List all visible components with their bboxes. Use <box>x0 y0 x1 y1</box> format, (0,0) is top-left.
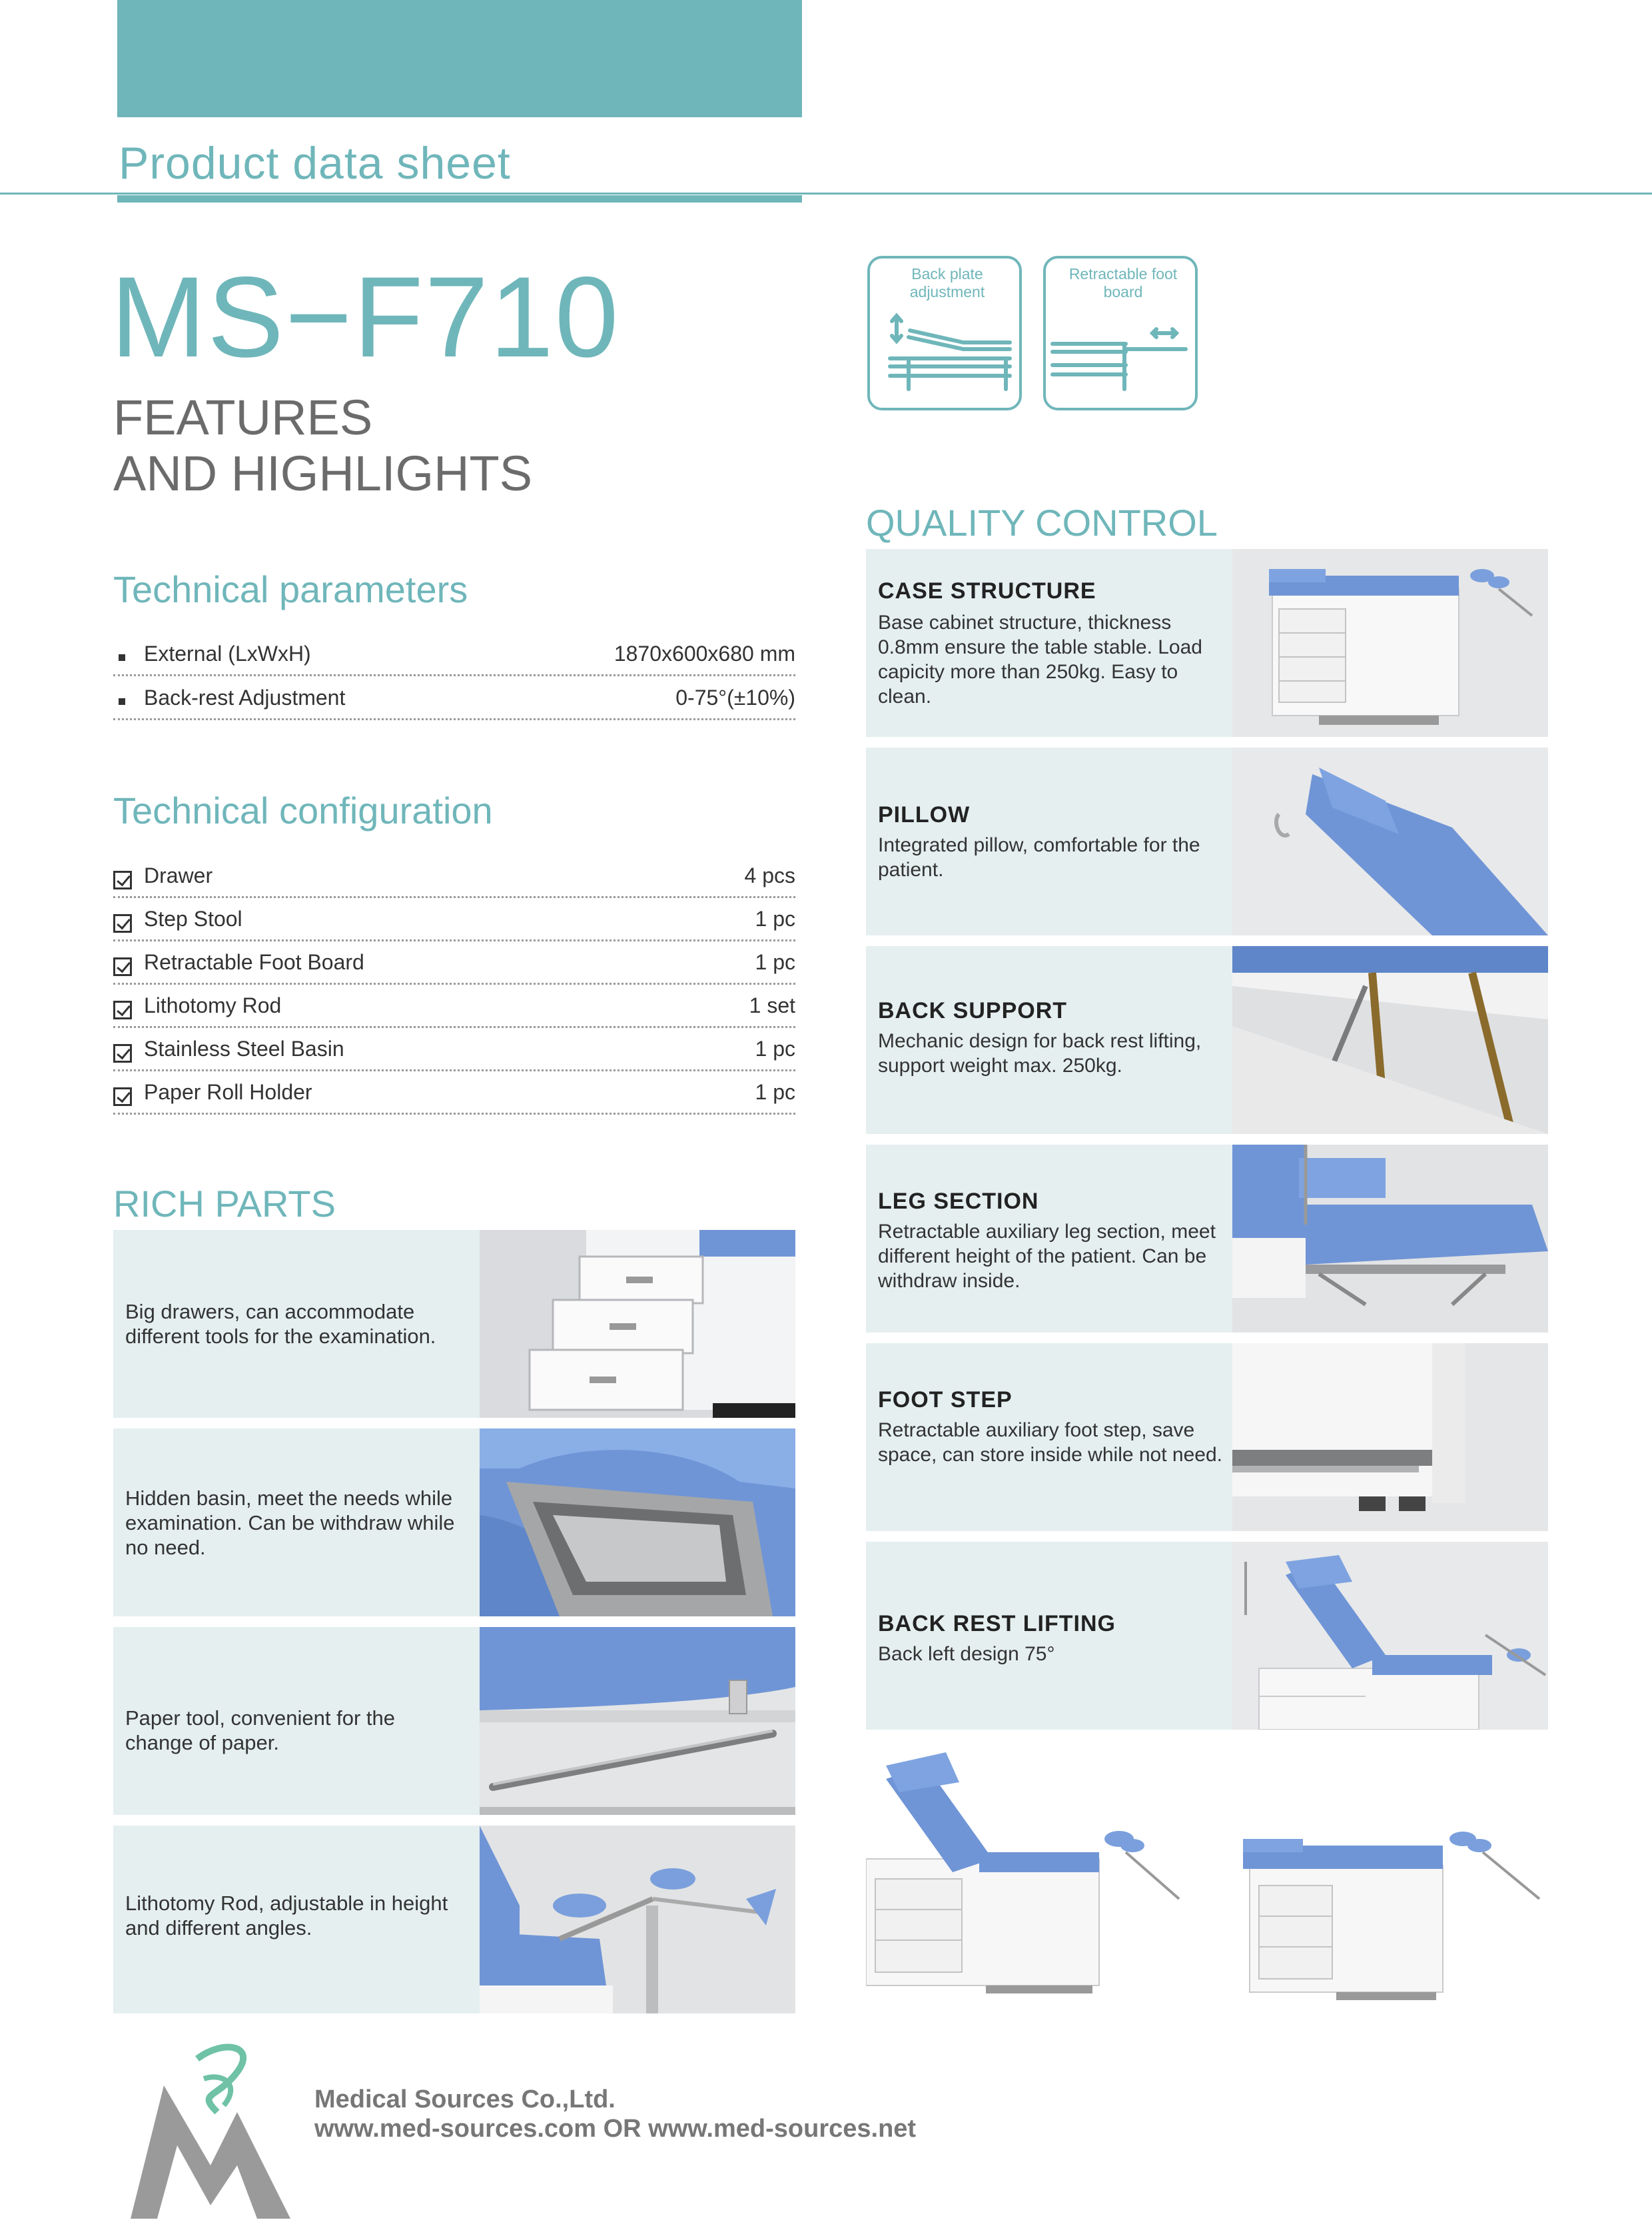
technical-parameters-title: Technical parameters <box>113 568 468 610</box>
checkbox-icon <box>113 914 132 933</box>
configuration-label: Lithotomy Rod <box>144 993 282 1017</box>
rich-part-card <box>113 1230 795 1418</box>
features-heading-line2: AND HIGHLIGHTS <box>113 446 533 501</box>
rich-part-card <box>113 1428 795 1616</box>
checkbox-icon <box>113 1044 132 1063</box>
configuration-row <box>113 855 795 898</box>
retractable-foot-board-icon <box>1043 256 1198 410</box>
rich-part-card <box>113 1627 795 1815</box>
foot-step-photo <box>1232 1343 1548 1531</box>
checkbox-icon <box>113 1087 132 1106</box>
rich-part-text: Hidden basin, meet the needs while examination. Can be withdraw while no need. <box>125 1486 455 1559</box>
configuration-row <box>113 898 795 941</box>
quality-item-title: BACK SUPPORT <box>878 998 1068 1023</box>
quality-control-card <box>866 1542 1548 1730</box>
quality-control-card <box>866 549 1548 737</box>
quality-item-text: Base cabinet structure, thickness 0.8mm ensure the table stable. Load capicity more than 250kg. Easy to clean. <box>878 612 1202 708</box>
company-name: Medical Sources Co.,Ltd. <box>314 2085 616 2113</box>
company-website: www.med-sources.com OR www.med-sources.net <box>314 2115 917 2143</box>
quality-item-text: Retractable auxiliary leg section, meet different height of the patient. Can be withdraw inside. <box>878 1221 1216 1292</box>
quality-item-text: Back left design 75° <box>878 1643 1055 1665</box>
parameter-value: 1870x600x680 mm <box>614 642 795 666</box>
configuration-row <box>113 985 795 1028</box>
configuration-label: Paper Roll Holder <box>144 1080 312 1104</box>
checkbox-icon <box>113 1001 132 1019</box>
product-photo-flat <box>1236 1812 1549 2012</box>
header-rule <box>0 193 1652 195</box>
case-structure-photo <box>1232 549 1548 737</box>
configuration-label: Step Stool <box>144 907 242 931</box>
pillow-photo <box>1232 748 1548 935</box>
quality-control-card <box>866 946 1548 1134</box>
configuration-value: 1 pc <box>755 1037 795 1061</box>
bullet-icon <box>119 698 125 705</box>
product-photo-back-raised <box>866 1752 1192 2012</box>
configuration-value: 1 set <box>749 993 795 1017</box>
configuration-row <box>113 941 795 985</box>
parameter-label: Back-rest Adjustment <box>144 686 346 710</box>
rich-part-text: Lithotomy Rod, adjustable in height and different angles. <box>125 1892 448 1940</box>
drawers-photo <box>480 1230 795 1418</box>
paper-holder-photo <box>480 1627 795 1815</box>
configuration-label: Retractable Foot Board <box>144 950 364 974</box>
bullet-icon <box>119 654 125 661</box>
parameter-label: External (LxWxH) <box>144 642 311 666</box>
quality-item-title: PILLOW <box>878 802 971 828</box>
rich-parts-title: RICH PARTS <box>113 1183 336 1225</box>
quality-item-text: Mechanic design for back rest lifting, support weight max. 250kg. <box>878 1030 1202 1077</box>
back-rest-lifting-photo <box>1232 1542 1548 1730</box>
features-heading-line1: FEATURES <box>113 390 373 445</box>
header-color-block <box>117 0 802 117</box>
configuration-value: 4 pcs <box>744 863 795 887</box>
back-plate-adjustment-icon <box>867 256 1022 410</box>
configuration-row <box>113 1071 795 1115</box>
header-accent-bar <box>117 195 802 203</box>
configuration-value: 1 pc <box>755 907 795 931</box>
configuration-value: 1 pc <box>755 1080 795 1104</box>
back-support-photo <box>1232 946 1548 1134</box>
configuration-value: 1 pc <box>755 950 795 974</box>
quality-item-text: Retractable auxiliary foot step, save space, can store inside while not need. <box>878 1419 1222 1466</box>
checkbox-icon <box>113 871 132 889</box>
rich-part-card <box>113 1826 795 2013</box>
quality-item-text: Integrated pillow, comfortable for the patient. <box>878 834 1200 881</box>
quality-item-title: BACK REST LIFTING <box>878 1611 1116 1636</box>
quality-item-title: FOOT STEP <box>878 1387 1013 1412</box>
quality-control-card <box>866 1145 1548 1333</box>
document-type-title: Product data sheet <box>119 138 511 189</box>
parameter-row <box>113 677 795 720</box>
quality-control-card <box>866 1343 1548 1531</box>
quality-item-title: LEG SECTION <box>878 1189 1039 1214</box>
hidden-basin-photo <box>480 1428 795 1616</box>
leg-section-photo <box>1232 1145 1548 1333</box>
icon-caption: Back plate adjustment <box>909 265 985 300</box>
company-logo <box>124 2032 297 2219</box>
quality-control-title: QUALITY CONTROL <box>866 502 1218 544</box>
checkbox-icon <box>113 957 132 976</box>
parameter-value: 0-75°(±10%) <box>675 686 795 710</box>
parameter-row <box>113 633 795 676</box>
configuration-label: Stainless Steel Basin <box>144 1037 344 1061</box>
icon-caption: Retractable foot board <box>1068 265 1178 300</box>
rich-part-text: Big drawers, can accommodate different tools for the examination. <box>125 1300 436 1348</box>
quality-control-card <box>866 748 1548 935</box>
configuration-label: Drawer <box>144 863 213 887</box>
lithotomy-rod-photo <box>480 1826 795 2013</box>
configuration-row <box>113 1028 795 1071</box>
technical-configuration-title: Technical configuration <box>113 790 493 832</box>
features-heading <box>113 390 532 502</box>
quality-item-title: CASE STRUCTURE <box>878 578 1096 604</box>
model-number: MS−F710 <box>111 253 620 381</box>
rich-part-text: Paper tool, convenient for the change of paper. <box>125 1706 395 1754</box>
